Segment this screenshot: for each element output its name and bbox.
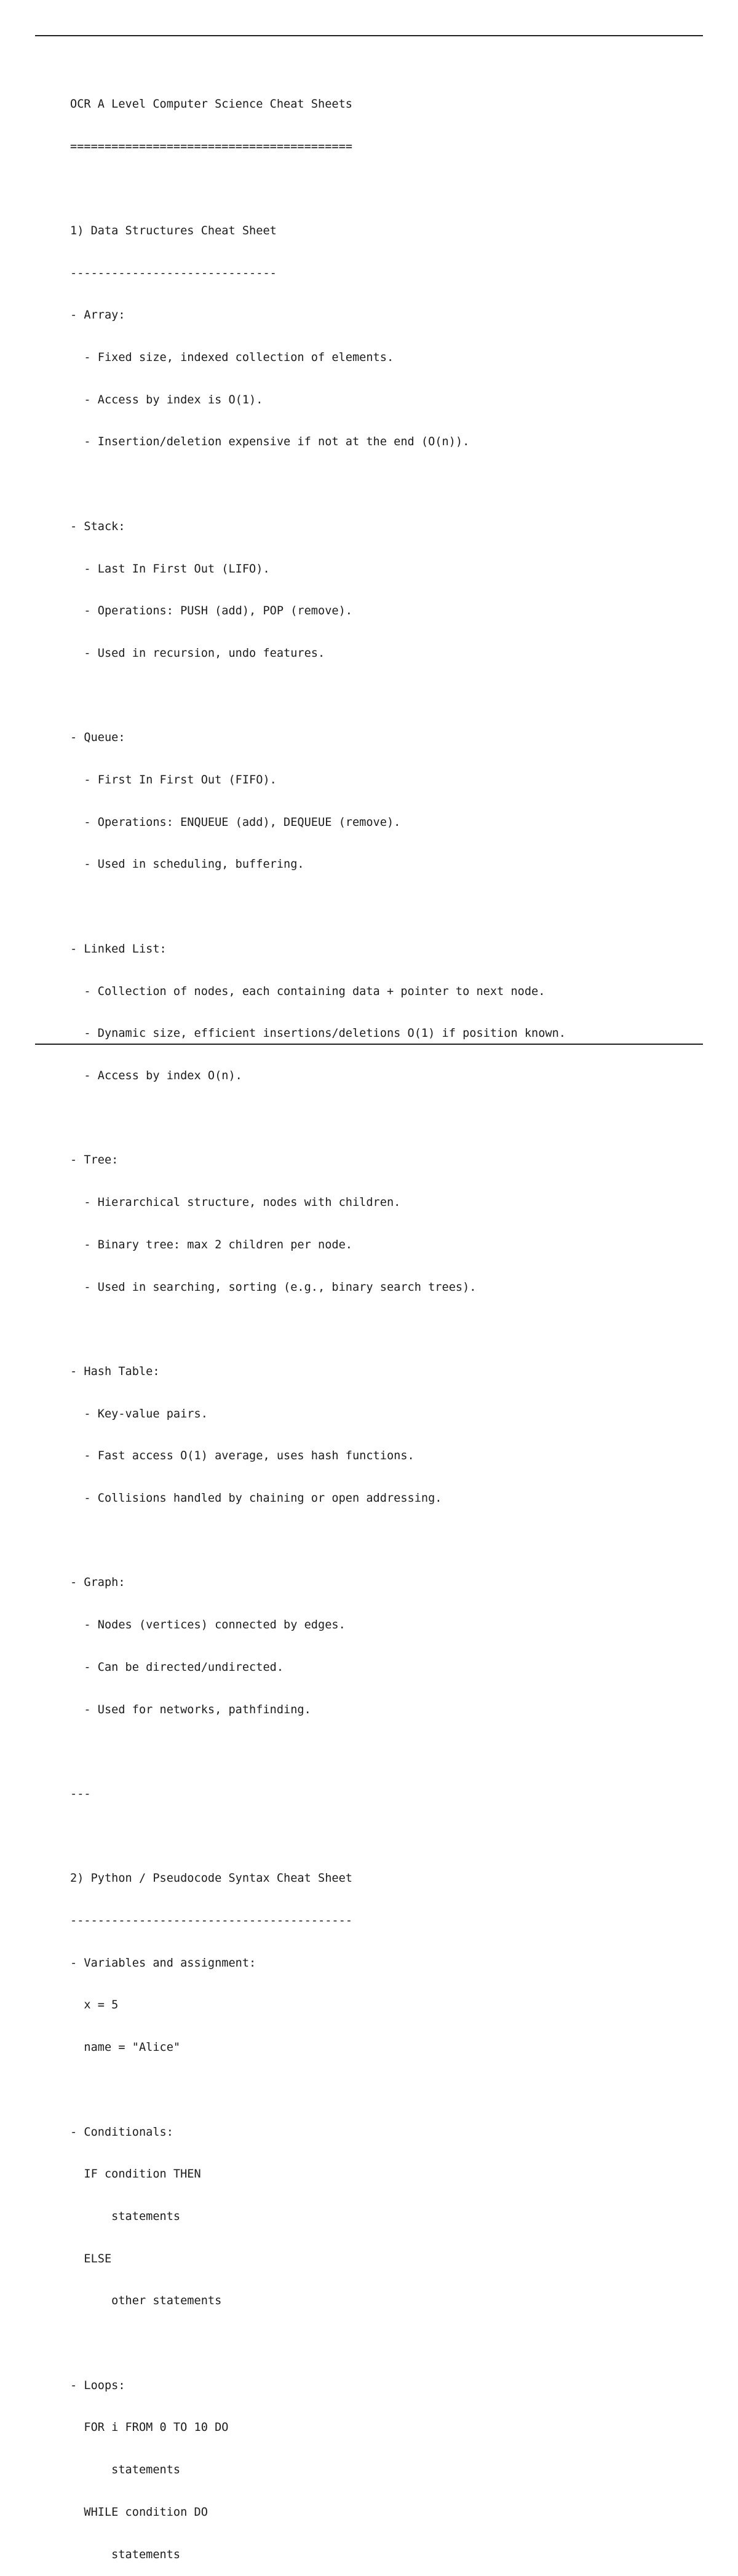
code-line: IF condition THEN [70,2168,201,2181]
linked-list-point: - Collection of nodes, each containing data + pointer to next node. [70,985,546,998]
blank-line [70,182,566,196]
code-line: WHILE condition DO [70,2505,208,2519]
title-underline: ========================================= [70,140,352,153]
blank-line [70,2083,566,2098]
blank-line [70,1745,566,1759]
code-line: x = 5 [70,1999,119,2012]
hash-table-point: - Collisions handled by chaining or open addressing. [70,1492,442,1505]
graph-point: - Used for networks, pathfinding. [70,1703,311,1716]
code-line: name = "Alice" [70,2041,181,2055]
tree-heading: - Tree: [70,1154,119,1167]
conditionals-heading: - Conditionals: [70,2125,173,2139]
linked-list-point: - Dynamic size, efficient insertions/deletions O(1) if position known. [70,1027,566,1040]
code-line: other statements [70,2294,222,2308]
section-1-underline: ------------------------------ [70,266,277,280]
stack-heading: - Stack: [70,520,125,533]
hash-table-heading: - Hash Table: [70,1365,160,1378]
graph-point: - Nodes (vertices) connected by edges. [70,1619,346,1632]
graph-heading: - Graph: [70,1576,125,1590]
stack-point: - Last In First Out (LIFO). [70,562,270,576]
hash-table-point: - Fast access O(1) average, uses hash functions. [70,1449,415,1463]
code-line: statements [70,2463,181,2477]
blank-line [70,1112,566,1126]
section-separator: --- [70,1787,91,1801]
code-line: statements [70,2209,181,2223]
linked-list-point: - Access by index O(n). [70,1069,242,1082]
hash-table-point: - Key-value pairs. [70,1407,208,1421]
doc-title: OCR A Level Computer Science Cheat Sheets [70,97,352,111]
queue-heading: - Queue: [70,731,125,745]
graph-point: - Can be directed/undirected. [70,1660,284,1674]
document-body [70,69,566,2576]
loops-heading: - Loops: [70,2379,125,2392]
tree-point: - Binary tree: max 2 children per node. [70,1238,352,1251]
array-point: - Insertion/deletion expensive if not at the end (O(n)). [70,435,470,449]
queue-point: - Used in scheduling, buffering. [70,858,304,871]
blank-line [70,478,566,492]
code-line: ELSE [70,2252,112,2265]
bottom-rule [35,1044,703,1045]
code-line: FOR i FROM 0 TO 10 DO [70,2421,229,2435]
blank-line [70,900,566,914]
blank-line [70,1534,566,1548]
stack-point: - Used in recursion, undo features. [70,646,325,660]
blank-line [70,1830,566,1844]
blank-line [70,2337,566,2351]
queue-point: - First In First Out (FIFO). [70,774,277,787]
array-heading: - Array: [70,309,125,322]
array-point: - Access by index is O(1). [70,393,263,406]
top-rule [35,35,703,36]
section-2-heading: 2) Python / Pseudocode Syntax Cheat Sheet [70,1872,352,1885]
variables-heading: - Variables and assignment: [70,1956,256,1970]
array-point: - Fixed size, indexed collection of elements. [70,351,394,365]
stack-point: - Operations: PUSH (add), POP (remove). [70,604,352,618]
code-line: statements [70,2548,181,2561]
section-1-heading: 1) Data Structures Cheat Sheet [70,224,277,237]
tree-point: - Used in searching, sorting (e.g., binary search trees). [70,1280,477,1294]
blank-line [70,1323,566,1337]
tree-point: - Hierarchical structure, nodes with children. [70,1196,401,1210]
queue-point: - Operations: ENQUEUE (add), DEQUEUE (remove). [70,815,401,829]
linked-list-heading: - Linked List: [70,942,167,956]
blank-line [70,689,566,703]
section-2-underline: ----------------------------------------- [70,1914,352,1928]
